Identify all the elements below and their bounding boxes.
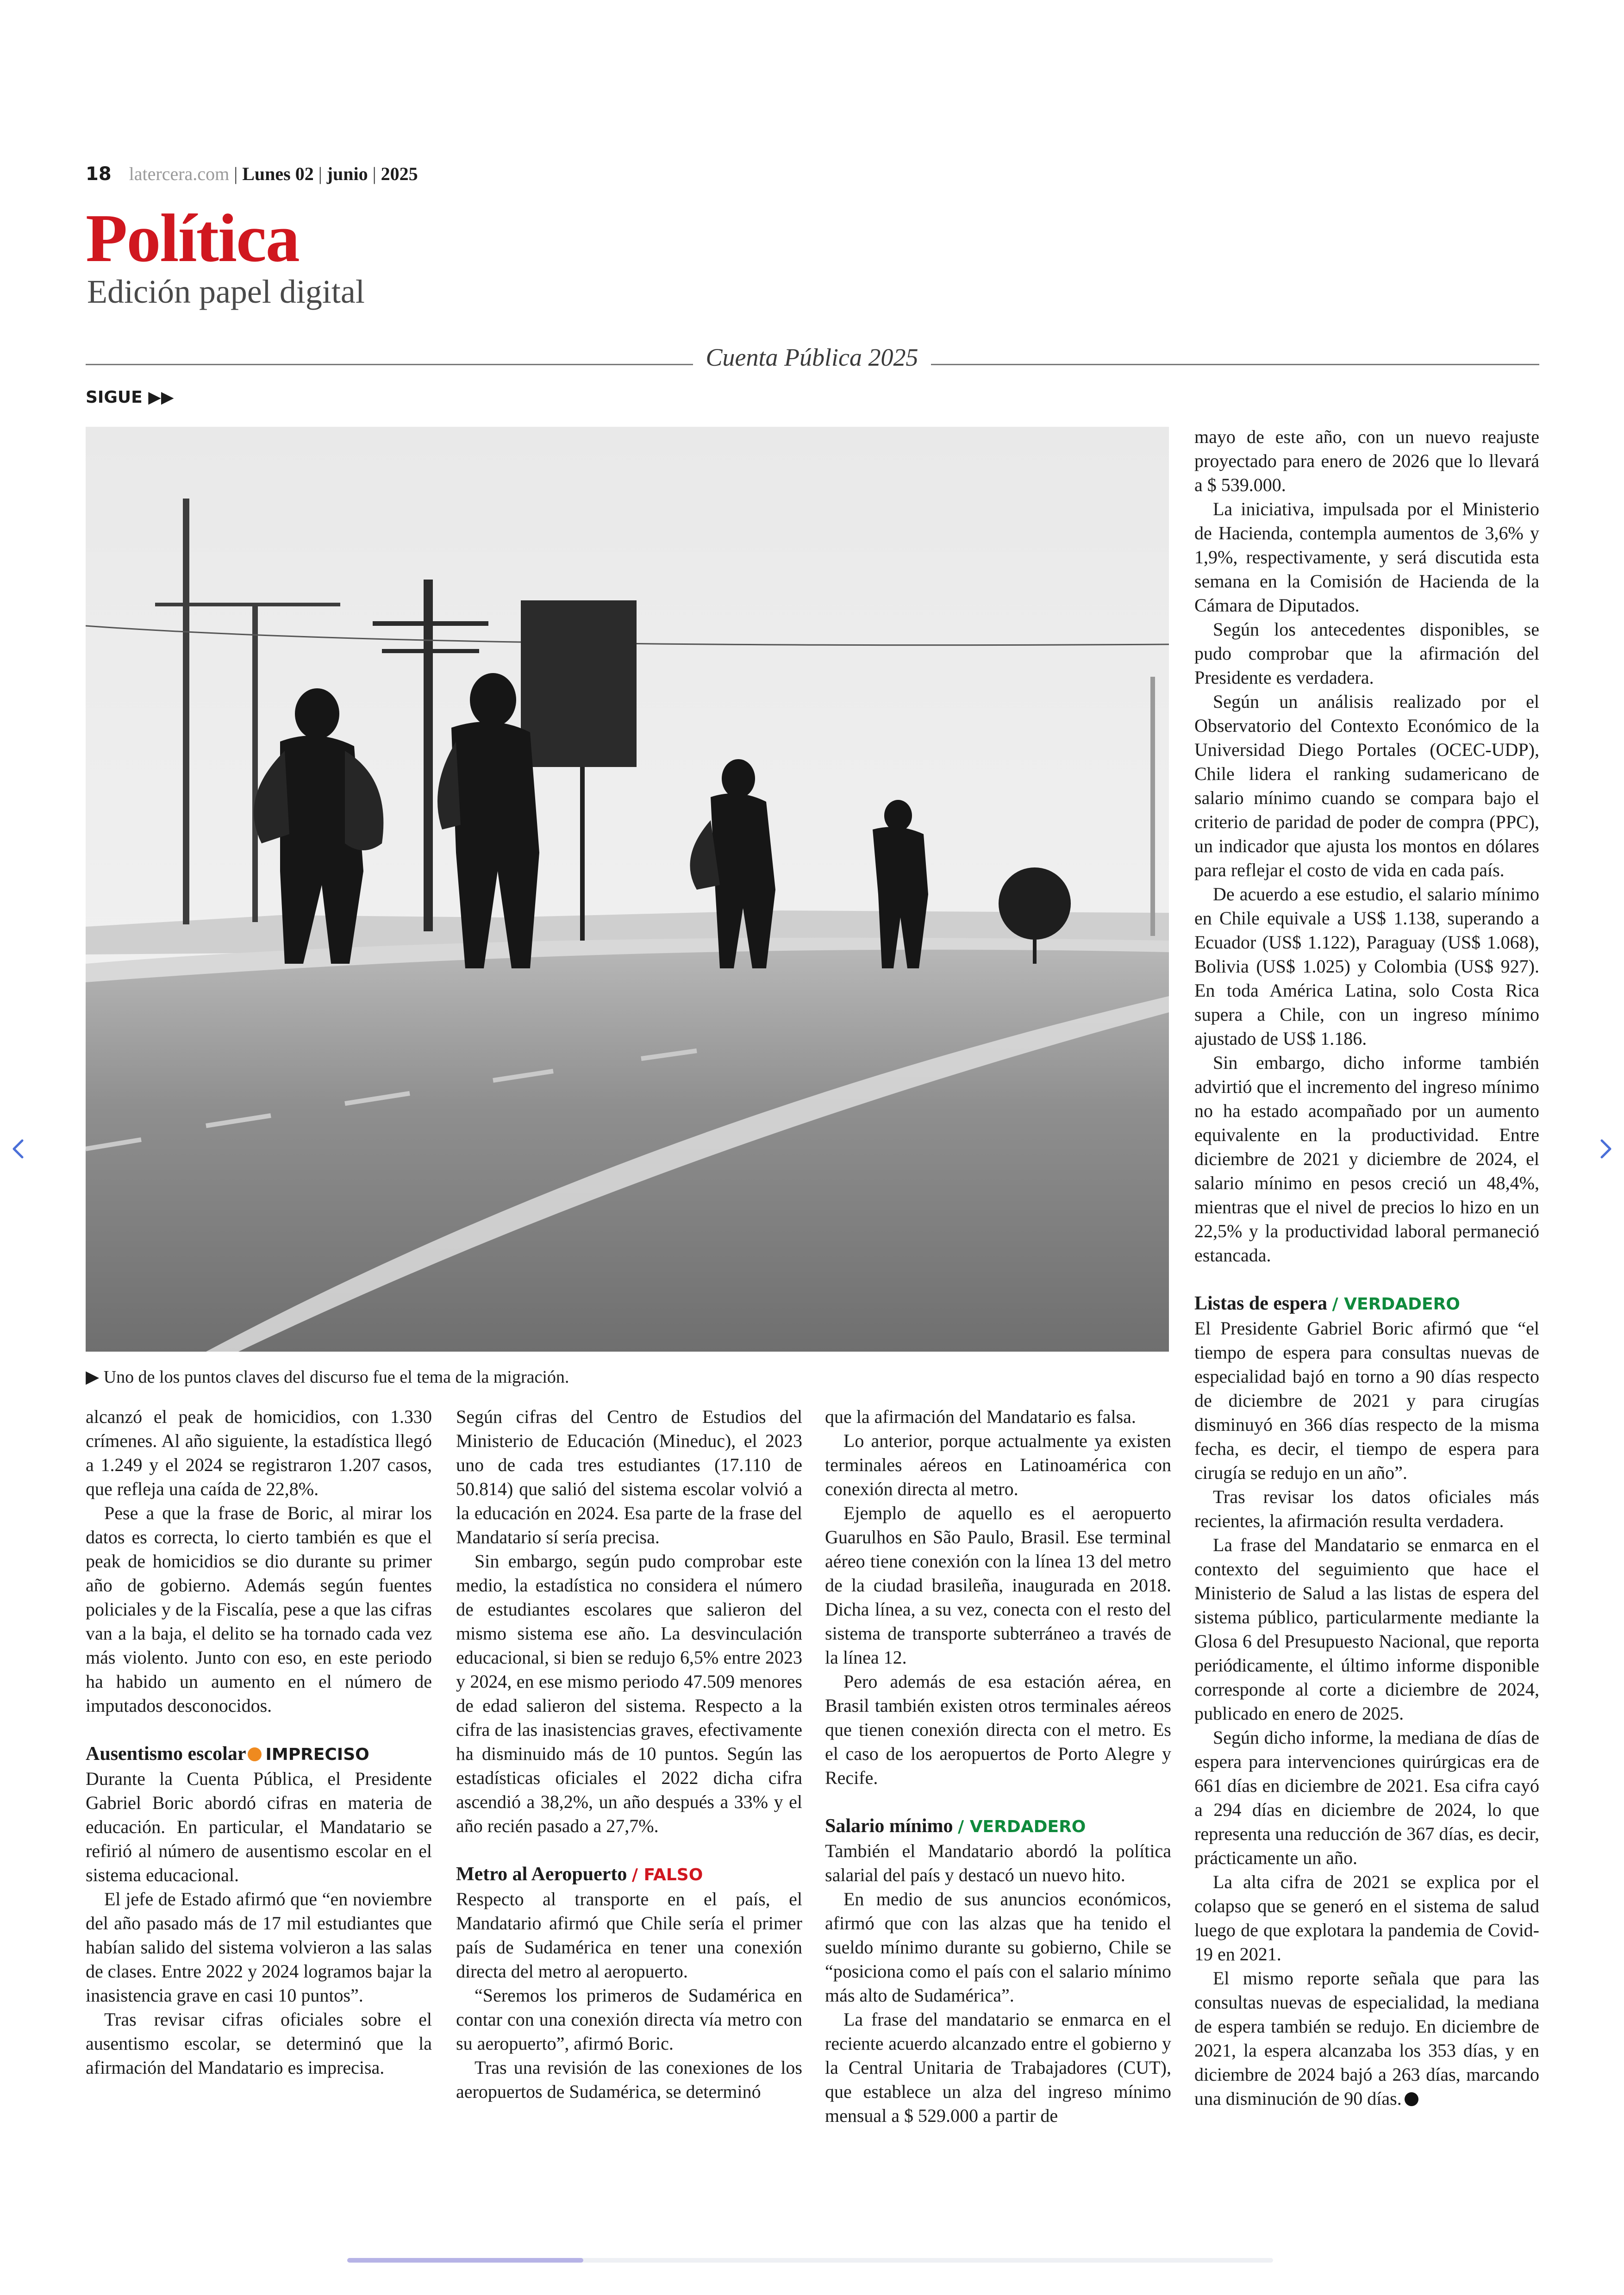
page-header-line: 18 latercera.com | Lunes 02 | junio | 2025 xyxy=(86,163,418,185)
subheading-listas xyxy=(1194,1291,1539,1316)
paragraph: También el Mandatario abordó la política salarial del país y destacó un nuevo hito. xyxy=(825,1840,1171,1885)
paragraph: El jefe de Estado afirmó que “en noviembre del año pasado más de 17 mil estudiantes que habían salido del sistema volvieron a las salas de clases. Entre 2022 y 2024 logramos bajar la inasistencia grave en casi 10 puntos”. xyxy=(86,1889,432,2006)
paragraph: Sin embargo, según pudo comprobar este medio, la estadística no considera el número de estudiantes escolares que salieron del mismo sistema ese año. La desvinculación educacional, si bien se redujo 6,5% entre 2023 y 2024, en ese mismo periodo 47.509 menores de edad salieron del sistema. Respecto a la cifra de las inasistencias graves, efectivamente ha disminuido más de 10 puntos. Según las estadísticas oficiales el 2022 dicha cifra ascendió a 38,2%, un año después a 33% y el año recién pasado a 27,7%. xyxy=(456,1551,802,1836)
paragraph: Según cifras del Centro de Estudios del Ministerio de Educación (Mineduc), el 2023 uno de cada tres estudiantes (17.110 de 50.814) que salió del sistema escolar volvió a la educación en 2024. Esa parte de la frase del Mandatario sí sería precisa. xyxy=(456,1406,802,1547)
paragraph: Tras revisar los datos oficiales más recientes, la afirmación resulta verdadera. xyxy=(1194,1486,1539,1531)
date-day: Lunes 02 xyxy=(242,163,314,184)
paragraph: En medio de sus anuncios económicos, afirmó que con las alzas que ha tenido el sueldo mínimo durante su gobierno, Chile se “posiciona como el país con el salario mínimo más alto de Sudamérica”. xyxy=(825,1889,1171,2006)
paragraph: Respecto al transporte en el país, el Mandatario afirmó que Chile sería el primer país de Sudamérica en tener una conexión directa del metro al aeropuerto. xyxy=(456,1889,802,1982)
verdict-label: / VERDADERO xyxy=(1332,1295,1460,1314)
edition-subtitle: Edición papel digital xyxy=(87,273,365,310)
paragraph: “Seremos los primeros de Sudamérica en contar con una conexión directa vía metro con su aeropuerto”, afirmó Boric. xyxy=(456,1985,802,2054)
chevron-left-icon[interactable] xyxy=(5,1135,32,1163)
paragraph: La frase del Mandatario se enmarca en el contexto del seguimiento que hace el Ministerio de Salud a las listas de espera del sistema público, particularmente mediante la Glosa 6 del Presupuesto Nacional, que reporta periódicamente, el último informe disponible corresponde al corte a diciembre de 2024, publicado en enero de 2025. xyxy=(1194,1534,1539,1724)
paragraph: Según un análisis realizado por el Observatorio del Contexto Económico de la Universidad Diego Portales (OCEC-UDP), Chile lidera el ranking sudamericano de salario mínimo cuando se compara bajo el criterio de paridad de poder de compra (PPC), un indicador que ajusta los montos en dólares para reflejar el costo de vida en cada país. xyxy=(1194,691,1539,880)
paragraph: Pese a que la frase de Boric, al mirar los datos es correcta, lo cierto también es que el peak de homicidios se dio durante su primer año de gobierno. Además según fuentes policiales y de la Fiscalía, pese a que las cifras van a la baja, el delito se ha tornado cada vez más violento. Junto con eso, en este periodo ha habido un aumento en el número de imputados desconocidos. xyxy=(86,1503,432,1716)
verdict-label: IMPRECISO xyxy=(265,1745,369,1764)
paragraph: De acuerdo a ese estudio, el salario mínimo en Chile equivale a US$ 1.138, superando a Ecuador (US$ 1.122), Paraguay (US$ 1.068), Bolivia (US$ 1.025) y Colombia (US$ 927). En toda América Latina, solo Costa Rica supera a Chile, con un ingreso mínimo ajustado de US$ 1.186. xyxy=(1194,884,1539,1049)
subheading-text: Listas de espera xyxy=(1194,1293,1327,1314)
paragraph: Lo anterior, porque actualmente ya existen terminales aéreos en Latinoamérica con conexión directa al metro. xyxy=(825,1430,1171,1499)
article-column-3 xyxy=(825,1405,1171,2128)
migration-road-photo xyxy=(86,427,1169,1352)
paragraph: Tras una revisión de las conexiones de los aeropuertos de Sudamérica, se determinó xyxy=(456,2057,802,2102)
paragraph: Según dicho informe, la mediana de días de espera para intervenciones quirúrgicas era de 661 días en diciembre de 2021. Esa cifra cayó a 294 días en diciembre de 2024, lo que representa una reducción de 367 días, es decir, prácticamente un año. xyxy=(1194,1727,1539,1868)
paragraph xyxy=(1194,1966,1539,2111)
paragraph: Durante la Cuenta Pública, el Presidente Gabriel Boric abordó cifras en materia de educación. En particular, el Mandatario se refirió al número de ausentismo escolar en el sistema educacional. xyxy=(86,1768,432,1885)
paragraph: La alta cifra de 2021 se explica por el colapso que se generó en el sistema de salud luego de que explotara la pandemia de Covid-19 en 2021. xyxy=(1194,1871,1539,1964)
article-column-4 xyxy=(1194,425,1539,2111)
rule-title: Cuenta Pública 2025 xyxy=(693,343,931,371)
verdict-label: / FALSO xyxy=(631,1865,703,1884)
article-column-2 xyxy=(456,1405,802,2104)
paragraph: La iniciativa, impulsada por el Ministerio de Hacienda, contempla aumentos de 3,6% y 1,9%, respectivamente, y será discutida esta semana en la Comisión de Hacienda de la Cámara de Diputados. xyxy=(1194,499,1539,616)
subheading-salario xyxy=(825,1814,1171,1839)
paragraph: Pero además de esa estación aérea, en Brasil también existen otros terminales aéreos que tienen conexión directa con el metro. Es el caso de los aeropuertos de Porto Alegre y Recife. xyxy=(825,1671,1171,1788)
subheading-text: Metro al Aeropuerto xyxy=(456,1864,627,1885)
rule-title-wrap xyxy=(0,343,1624,372)
page-scrollbar-thumb[interactable] xyxy=(347,2258,583,2263)
site-name: latercera.com xyxy=(129,163,230,184)
paragraph: que la afirmación del Mandatario es falsa. xyxy=(825,1406,1136,1427)
paragraph: alcanzó el peak de homicidios, con 1.330 crímenes. Al año siguiente, la estadística llegó a 1.249 y el 2024 se registraron 1.207 casos, que refleja una caída de 22,8%. xyxy=(86,1406,432,1499)
article-column-1 xyxy=(86,1405,432,2080)
subheading-text: Ausentismo escolar xyxy=(86,1743,246,1765)
page-number: 18 xyxy=(86,163,112,185)
paragraph-text: El mismo reporte señala que para las consultas nuevas de especialidad, la mediana de espera también se redujo. En diciembre de 2021, la espera alcanzaba los 353 días, y en diciembre de 2024 bajó a 263 días, marcando una disminución de 90 días. xyxy=(1194,1968,1539,2109)
paragraph: Según los antecedentes disponibles, se pudo comprobar que la afirmación del Presidente es verdadera. xyxy=(1194,619,1539,688)
chevron-right-icon[interactable] xyxy=(1592,1135,1619,1163)
subheading-text: Salario mínimo xyxy=(825,1815,953,1837)
paragraph: El Presidente Gabriel Boric afirmó que “el tiempo de espera para consultas nuevas de especialidad bajó en torno a 90 días respecto de diciembre de 2021 y para cirugías disminuyó en 366 días respecto de la misma fecha, es decir, el tiempo de espera para cirugía se redujo en un año”. xyxy=(1194,1318,1539,1483)
paragraph: Sin embargo, dicho informe también advirtió que el incremento del ingreso mínimo no ha estado acompañado por un aumento equivalente en la productividad. Entre diciembre de 2021 y diciembre de 2024, el salario mínimo en pesos creció un 48,4%, mientras que el nivel de precios lo hizo en un 22,5% y la productividad laboral permaneció estancada. xyxy=(1194,1052,1539,1266)
date-month: junio xyxy=(326,163,368,184)
paragraph: Ejemplo de aquello es el aeropuerto Guarulhos en São Paulo, Brasil. Ese terminal aéreo tiene conexión con la línea 13 del metro de la ciudad brasileña, inaugurada en 2018. Dicha línea, a su vez, conecta con el resto del sistema de transporte subterráneo a través de la línea 12. xyxy=(825,1503,1171,1668)
paragraph: La frase del mandatario se enmarca en el reciente acuerdo alcanzado entre el gobierno y la Central Unitaria de Trabajadores (CUT), que establece un alza del ingreso mínimo mensual a $ 529.000 a partir de xyxy=(825,2009,1171,2126)
verdict-label: / VERDADERO xyxy=(958,1817,1086,1836)
section-title: Política xyxy=(86,200,299,276)
subheading-ausentismo xyxy=(86,1742,432,1767)
continue-label: SIGUE ▶▶ xyxy=(86,388,174,407)
paragraph: mayo de este año, con un nuevo reajuste proyectado para enero de 2026 que lo llevará a $ 539.000. xyxy=(1194,426,1539,495)
photo-caption: ▶ Uno de los puntos claves del discurso fue el tema de la migración. xyxy=(86,1367,569,1387)
subheading-metro xyxy=(456,1862,802,1887)
end-of-article-icon xyxy=(1405,2092,1418,2106)
date-year: 2025 xyxy=(381,163,418,184)
paragraph: Tras revisar cifras oficiales sobre el ausentismo escolar, se determinó que la afirmación del Mandatario es imprecisa. xyxy=(86,2009,432,2078)
imprecise-dot-icon xyxy=(248,1747,262,1761)
